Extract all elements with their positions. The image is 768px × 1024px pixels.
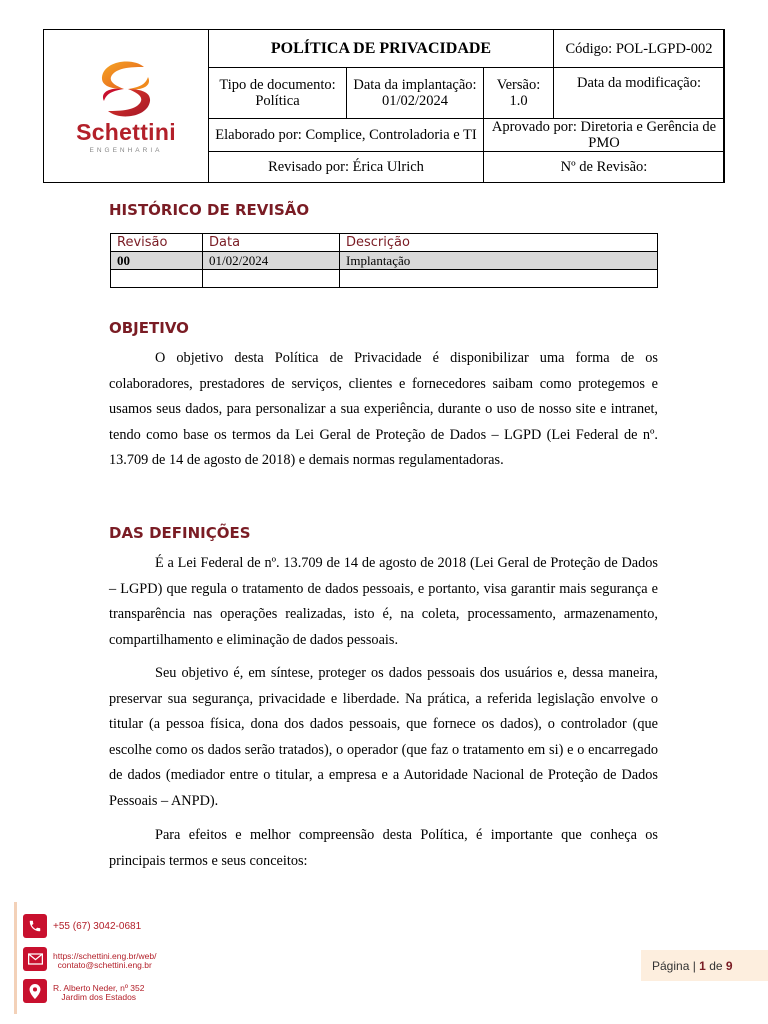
history-heading: HISTÓRICO DE REVISÃO	[109, 201, 310, 219]
brand-name: Schettini	[76, 118, 176, 145]
table-row	[111, 252, 658, 270]
page-of: de	[709, 958, 723, 973]
objective-paragraph: O objetivo desta Política de Privacidade é disponibilizar uma forma de os colaboradores, prestadores de serviços, clientes e fornecedores saibam como protegemos e usamos seus dados, para personalizar a sua experiência, durante o uso de nosso site e intranet, tendo como base os termos da Lei Geral de Proteção de Dados – LGPD (Lei Federal de nº. 13.709 de 14 de agosto de 2018) e demais normas regulamentadoras.	[109, 350, 658, 469]
revision-number: Nº de Revisão:	[483, 151, 725, 183]
table-cell	[111, 270, 203, 288]
page-label: Página |	[652, 958, 696, 973]
document-type: Tipo de documento: Política	[208, 67, 347, 119]
objective-heading: OBJETIVO	[109, 319, 189, 337]
brand-subtitle: ENGENHARIA	[89, 146, 163, 154]
footer-website-link[interactable]: https://schettini.eng.br/web/	[53, 951, 157, 961]
revision-history-table	[110, 233, 658, 288]
phone-icon	[23, 914, 47, 938]
column-header: Revisão	[111, 234, 203, 252]
footer-web-mail	[53, 952, 156, 970]
document-title: POLÍTICA DE PRIVACIDADE	[208, 29, 554, 68]
footer-address-line-2: Jardim dos Estados	[61, 992, 137, 1002]
modification-date: Data da modificação:	[553, 67, 725, 119]
document-header	[43, 29, 724, 183]
table-row	[111, 270, 658, 288]
reviewed-by: Revisado por: Érica Ulrich	[208, 151, 484, 183]
implantation-date: Data da implantação: 01/02/2024	[346, 67, 484, 119]
definitions-heading: DAS DEFINIÇÕES	[109, 524, 251, 542]
page-total: 9	[725, 958, 733, 973]
table-cell: Implantação	[340, 252, 658, 270]
company-logo	[44, 30, 209, 182]
version: Versão: 1.0	[483, 67, 554, 119]
location-icon	[23, 979, 47, 1003]
table-cell: 00	[111, 252, 203, 270]
column-header: Descrição	[340, 234, 658, 252]
table-cell	[340, 270, 658, 288]
definitions-paragraph-2: Seu objetivo é, em síntese, proteger os dados pessoais dos usuários e, dessa maneira, preservar sua segurança, privacidade e liberdade. Na prática, a referida legislação envolve o titular (a pessoa física, dona dos dados pessoais, que fornece os dados), o controlador (que escolhe como os dados serão tratados), o operador (que faz o tratamento em si) e o encarregado de dados (mediador entre o titular, a empresa e a Autoridade Nacional de Proteção de Dados Pessoais – ANPD).	[109, 665, 658, 809]
document-code: Código: POL-LGPD-002	[553, 29, 725, 68]
approved-by: Aprovado por: Diretoria e Gerência de PMO	[483, 118, 725, 152]
schettini-logo-icon	[94, 59, 158, 119]
column-header: Data	[203, 234, 340, 252]
prepared-by: Elaborado por: Complice, Controladoria e TI	[208, 118, 484, 152]
definitions-paragraph-1: É a Lei Federal de nº. 13.709 de 14 de agosto de 2018 (Lei Geral de Proteção de Dados – LGPD) que regula o tratamento de dados pessoais, e portanto, visa garantir mais segurança e transparência nas operações realizadas, isto é, na coleta, processamento, armazenamento, compartilhamento e eliminação de dados pessoais.	[109, 555, 658, 648]
definitions-paragraph-3: Para efeitos e melhor compreensão desta Política, é importante que conheça os principais termos e seus conceitos:	[109, 827, 658, 869]
table-cell	[203, 270, 340, 288]
footer-email-link[interactable]: contato@schettini.eng.br	[57, 960, 152, 970]
footer-accent-bar	[14, 902, 17, 1014]
table-cell: 01/02/2024	[203, 252, 340, 270]
footer-address-line-1: R. Alberto Neder, nº 352	[53, 983, 145, 993]
mail-icon	[23, 947, 47, 971]
page-indicator	[641, 950, 768, 981]
footer-phone: +55 (67) 3042-0681	[53, 921, 142, 932]
footer-address	[53, 984, 144, 1002]
page-current: 1	[699, 958, 706, 973]
table-header-row	[111, 234, 658, 252]
